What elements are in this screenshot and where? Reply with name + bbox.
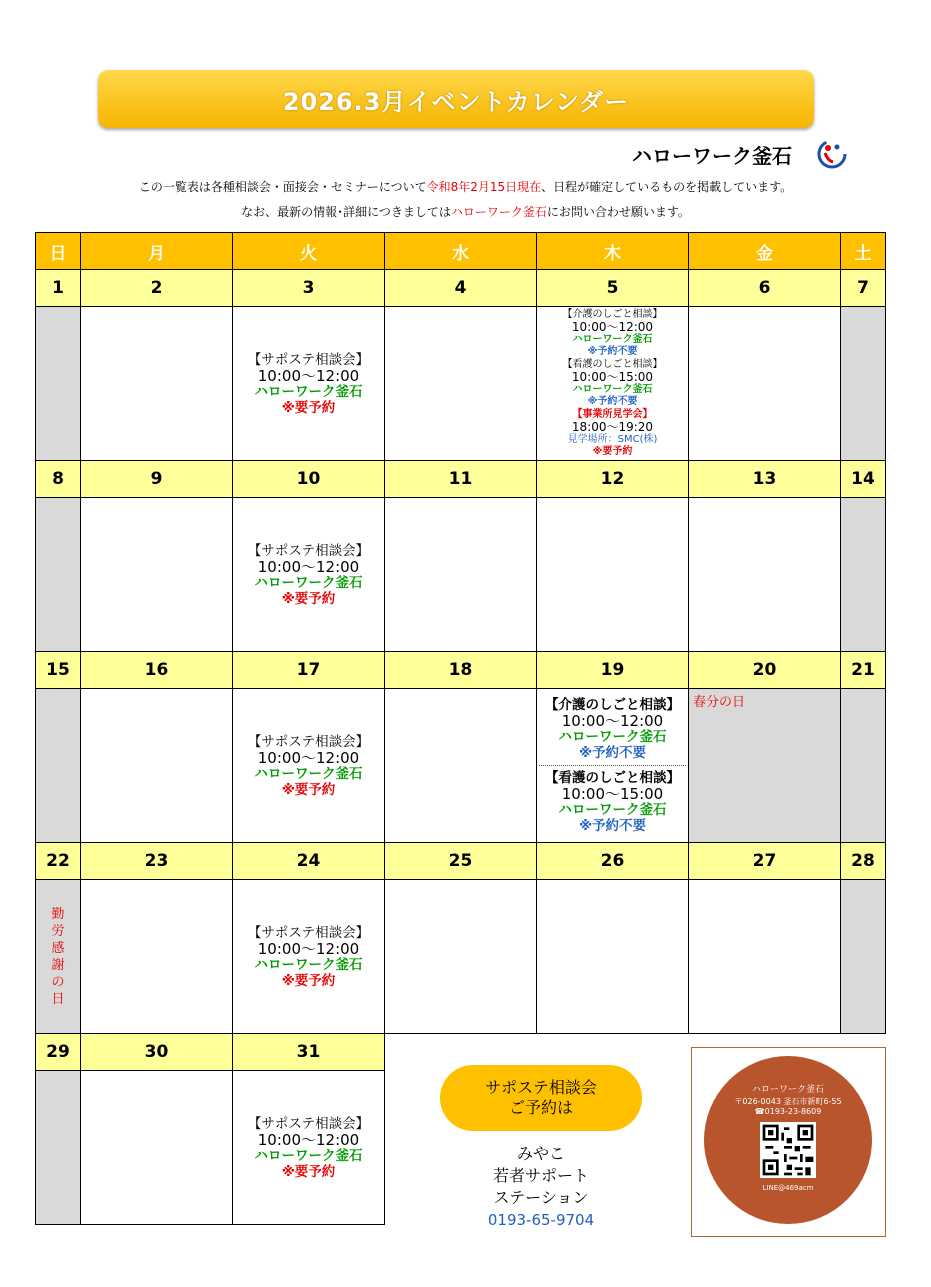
reservation-subtitle: ご予約は [508,1098,573,1117]
holiday-char: 感 [51,940,65,956]
event-note: ※要予約 [281,1163,336,1180]
card-phone: ☎0193-23-8609 [754,1107,822,1116]
event-place: ハローワーク釜石 [254,765,363,782]
date-number: 20 [689,652,841,689]
event-title: 【サポステ相談会】 [247,351,370,368]
date-number: 16 [81,652,233,689]
kango-event [537,770,688,834]
event-row [36,307,886,461]
contact-org: ステーション [493,1188,589,1207]
day-cell [233,1071,385,1225]
date-number: 27 [689,843,841,880]
title-banner [98,70,814,128]
weekday-wed: 水 [385,233,537,270]
event-note: ※要予約 [592,446,633,457]
day-cell [233,689,385,843]
day-cell [537,307,689,461]
event-note: ※要予約 [281,781,336,798]
event-note: ※要予約 [281,399,336,416]
event-place: ハローワーク釜石 [254,1147,363,1164]
card-line-id: LINE@469acm [762,1184,814,1192]
qr-code-icon[interactable] [760,1122,816,1178]
support-event [233,734,384,798]
date-number: 17 [233,652,385,689]
weekday-tue: 火 [233,233,385,270]
holiday-label-vertical [51,906,65,1008]
kaigo-event [537,309,688,359]
event-time: 10:00～12:00 [257,939,360,958]
date-number: 1 [36,270,81,307]
page-title: 2026.3月イベントカレンダー [282,87,630,116]
day-cell-sun [36,307,81,461]
event-location: 見学場所：SMC(株) [567,433,658,445]
day-cell-sat [841,498,886,652]
holiday-label: 春分の日 [693,695,746,710]
support-event [233,925,384,989]
event-place: ハローワーク釜石 [572,333,653,345]
day-cell [81,307,233,461]
event-note: ※予約不要 [578,745,647,761]
date-number: 11 [385,461,537,498]
event-place: ハローワーク釜石 [572,383,653,395]
event-time: 10:00～15:00 [571,370,654,384]
date-number: 31 [233,1034,385,1071]
event-place: ハローワーク釜石 [558,729,667,745]
day-cell-sun [36,689,81,843]
date-number: 25 [385,843,537,880]
date-number: 6 [689,270,841,307]
event-time: 10:00～12:00 [257,366,360,385]
reservation-badge [440,1065,642,1131]
event-row [36,880,886,1034]
weekday-sun: 日 [36,233,81,270]
date-number: 10 [233,461,385,498]
event-time: 18:00～19:20 [571,420,654,434]
date-row [36,270,886,307]
event-note: ※予約不要 [587,396,638,407]
tour-event [537,409,688,459]
kango-event [537,359,688,409]
event-title: 【介護のしごと相談】 [562,308,663,320]
date-number: 7 [841,270,886,307]
card-office-name: ハローワーク釜石 [751,1085,824,1095]
date-number: 21 [841,652,886,689]
holiday-char: 謝 [51,957,65,973]
day-cell-sat [841,307,886,461]
event-row [36,689,886,843]
event-title: 【サポステ相談会】 [247,542,370,559]
card-address: 〒026-0043 釜石市新町6-55 [734,1097,842,1106]
event-time: 10:00～15:00 [561,785,664,803]
contact-org: 若者サポート [492,1166,589,1185]
holiday-char: 勤 [51,906,65,922]
event-title: 【介護のしごと相談】 [545,697,680,713]
event-place: ハローワーク釜石 [254,574,363,591]
date-number: 24 [233,843,385,880]
weekday-header [36,233,886,270]
date-number: 30 [81,1034,233,1071]
date-row [36,461,886,498]
day-cell-holiday [689,689,841,843]
contact-phone[interactable]: 0193-65-9704 [487,1211,595,1229]
date-number: 14 [841,461,886,498]
weekday-mon: 月 [81,233,233,270]
day-cell-sun [36,1071,81,1225]
notice-office: ハローワーク釜石 [450,205,547,219]
event-title: 【サポステ相談会】 [247,733,370,750]
event-time: 10:00～12:00 [257,557,360,576]
date-number: 8 [36,461,81,498]
support-event [233,352,384,416]
day-cell [233,498,385,652]
event-time: 10:00～12:00 [571,320,654,334]
contact-org: みやこ [516,1144,565,1163]
event-title: 【看護のしごと相談】 [562,358,663,370]
notice-line-1 [0,178,931,195]
event-time: 10:00～12:00 [257,748,360,767]
notice-text: 、日程が確定しているものを掲載しています。 [541,180,793,194]
kaigo-event [537,697,688,761]
holiday-char: の [51,974,65,990]
reservation-contact [440,1143,642,1231]
support-event [233,1116,384,1180]
reservation-title: サポステ相談会 [485,1078,597,1097]
day-cell [81,1071,233,1225]
event-row [36,498,886,652]
notice-date: 令和8年2月15日現在 [426,180,542,194]
date-number: 5 [537,270,689,307]
weekday-sat: 土 [841,233,886,270]
event-note: ※要予約 [281,972,336,989]
date-number: 19 [537,652,689,689]
event-title: 【サポステ相談会】 [247,1115,370,1132]
day-cell [385,307,537,461]
event-divider [539,765,686,766]
event-title: 【事業所見学会】 [572,408,653,420]
day-cell [537,498,689,652]
day-cell-holiday [36,880,81,1034]
date-number: 2 [81,270,233,307]
date-number: 26 [537,843,689,880]
event-place: ハローワーク釜石 [558,802,667,818]
event-place: ハローワーク釜石 [254,383,363,400]
event-time: 10:00～12:00 [257,1130,360,1149]
day-cell [385,689,537,843]
day-cell [689,498,841,652]
date-row [36,652,886,689]
date-number: 15 [36,652,81,689]
event-place: ハローワーク釜石 [254,956,363,973]
org-name: ハローワーク釜石 [632,144,792,168]
date-number: 4 [385,270,537,307]
holiday-char: 日 [51,991,65,1007]
date-number: 3 [233,270,385,307]
day-cell-sat [841,880,886,1034]
event-title: 【サポステ相談会】 [247,924,370,941]
day-cell [689,307,841,461]
notice-line-2 [0,203,931,220]
day-cell-sat [841,689,886,843]
day-cell [385,880,537,1034]
weekday-fri: 金 [689,233,841,270]
event-title: 【看護のしごと相談】 [545,770,680,786]
office-card-circle [704,1056,872,1224]
day-cell [385,498,537,652]
date-number: 9 [81,461,233,498]
holiday-char: 労 [51,923,65,939]
notice-text: にお問い合わせ願います。 [546,205,690,219]
date-number: 13 [689,461,841,498]
date-number: 22 [36,843,81,880]
date-number: 12 [537,461,689,498]
day-cell [81,880,233,1034]
office-card [691,1047,886,1237]
event-time: 10:00～12:00 [561,712,664,730]
day-cell [233,307,385,461]
date-number: 23 [81,843,233,880]
event-note: ※要予約 [281,590,336,607]
notice-text: この一覧表は各種相談会・面接会・セミナーについて [138,180,427,194]
date-row [36,843,886,880]
event-note: ※予約不要 [587,346,638,357]
event-note: ※予約不要 [578,818,647,834]
date-number: 28 [841,843,886,880]
weekday-thu: 木 [537,233,689,270]
date-number: 18 [385,652,537,689]
date-number: 29 [36,1034,81,1071]
day-cell [81,689,233,843]
day-cell [689,880,841,1034]
day-cell [81,498,233,652]
support-event [233,543,384,607]
notice-text: なお、最新の情報･詳細につきましては [241,205,451,219]
day-cell [537,689,689,843]
day-cell [233,880,385,1034]
hellowork-logo-icon [815,137,849,171]
day-cell [537,880,689,1034]
day-cell-sun [36,498,81,652]
